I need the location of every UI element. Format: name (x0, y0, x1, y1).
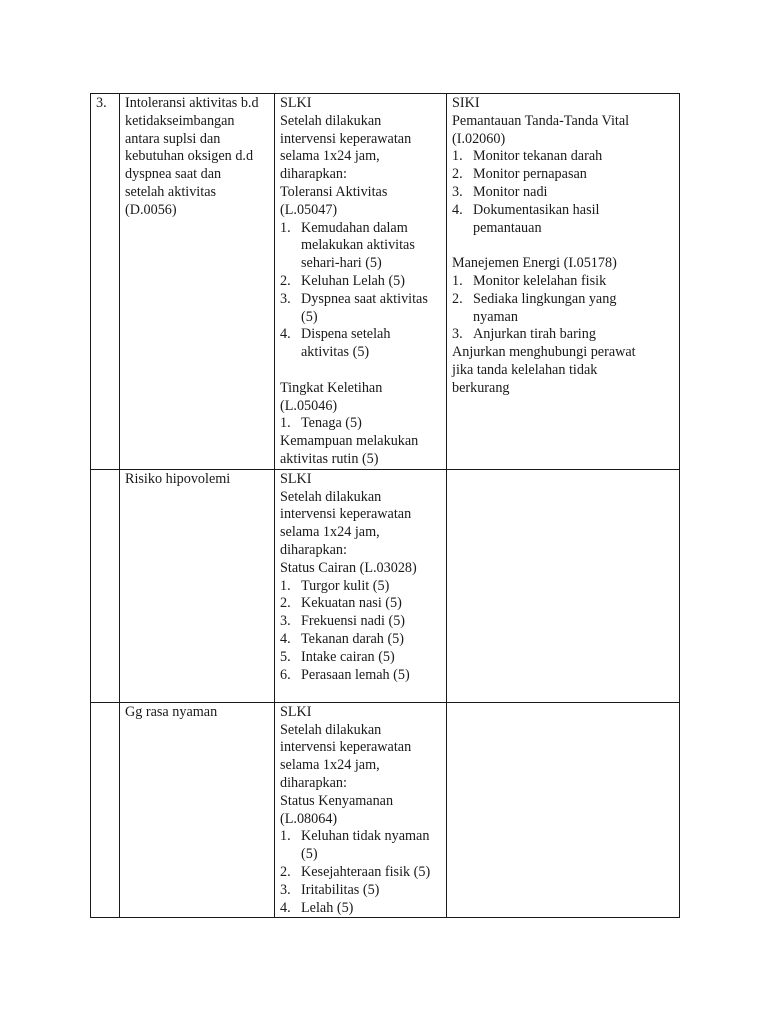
numbered-list (452, 273, 674, 344)
list-item-text (301, 864, 441, 882)
numbered-list (280, 415, 441, 433)
list-item-line: Tenaga (5) (301, 415, 362, 432)
siki-cell (447, 469, 680, 702)
slki-cell (275, 469, 447, 702)
extra-line: jika tanda kelelahan tidak (452, 361, 598, 378)
slki-intro-line: intervensi keperawatan (280, 739, 412, 756)
list-item-line: pemantauan (473, 219, 542, 236)
diagnosis-line: dyspnea saat dan (125, 166, 222, 183)
list-item (280, 649, 441, 667)
list-item-text (473, 166, 674, 184)
list-item-line: (5) (301, 846, 318, 863)
list-item-line: Anjurkan tirah baring (473, 326, 596, 343)
list-item-number: 3. (452, 183, 463, 200)
row-number-cell (91, 94, 120, 470)
list-item-line: sehari-hari (5) (301, 255, 382, 272)
diagnosis-cell (120, 94, 275, 470)
list-item (280, 667, 441, 685)
list-item-line: Keluhan tidak nyaman (301, 828, 430, 845)
slki-cell (275, 94, 447, 470)
numbered-list (280, 828, 441, 917)
list-item-line: Kekuatan nasi (5) (301, 595, 402, 612)
list-item-line: Monitor nadi (473, 183, 548, 200)
slki-intro-line: selama 1x24 jam, (280, 148, 380, 165)
list-item (452, 291, 674, 327)
diagnosis-line: (D.0056) (125, 201, 177, 218)
list-item (452, 273, 674, 291)
list-item-text (301, 220, 441, 273)
diagnosis-cell (120, 702, 275, 918)
list-item-text (301, 613, 441, 631)
paragraph-gap (452, 237, 674, 255)
list-item-line: Sediaka lingkungan yang (473, 290, 617, 307)
list-item-number: 3. (280, 290, 291, 307)
list-item (280, 631, 441, 649)
list-item (452, 184, 674, 202)
slki-heading: SLKI (280, 470, 312, 487)
siki-cell (447, 94, 680, 470)
siki-heading: SIKI (452, 95, 480, 111)
list-item-text (301, 326, 441, 362)
list-item-number: 3. (280, 881, 291, 898)
list-item (280, 828, 441, 864)
list-item (280, 415, 441, 433)
list-item-text (473, 326, 674, 344)
list-item-text (301, 273, 441, 291)
list-item-line: Monitor kelelahan fisik (473, 272, 607, 289)
table-row (91, 94, 680, 470)
row-number-cell (91, 469, 120, 702)
list-item-number: 1. (452, 272, 463, 289)
siki-cell (447, 702, 680, 918)
numbered-list (452, 148, 674, 237)
table-row (91, 469, 680, 702)
list-item-number: 2. (452, 166, 463, 183)
row-number: 3. (96, 95, 107, 111)
list-item (452, 202, 674, 238)
list-item-number: 1. (280, 219, 291, 236)
list-item-number: 1. (452, 148, 463, 165)
list-item-number: 4. (280, 326, 291, 343)
list-item-line: Monitor tekanan darah (473, 148, 603, 165)
list-item-text (473, 148, 674, 166)
slki-heading: SLKI (280, 703, 312, 720)
list-item-text (301, 578, 441, 596)
list-item-text (301, 900, 441, 918)
list-item-line: Turgor kulit (5) (301, 577, 390, 594)
outcome-title: (L.05046) (280, 397, 338, 414)
list-item (280, 864, 441, 882)
list-item-text (301, 667, 441, 685)
slki-intro-line: Setelah dilakukan (280, 721, 382, 738)
outcome-title: Pemantauan Tanda-Tanda Vital (452, 112, 630, 129)
nursing-care-plan-table (90, 93, 680, 918)
list-item-number: 6. (280, 666, 291, 683)
table-row (91, 702, 680, 918)
list-item (280, 882, 441, 900)
outcome-title: Status Cairan (L.03028) (280, 559, 417, 576)
extra-line: berkurang (452, 379, 510, 396)
list-item-number: 1. (280, 415, 291, 432)
diagnosis-line: setelah aktivitas (125, 183, 217, 200)
list-item-text (301, 415, 441, 433)
list-item-number: 2. (452, 290, 463, 307)
list-item (280, 595, 441, 613)
slki-intro-line: intervensi keperawatan (280, 130, 412, 147)
list-item-line: Lelah (5) (301, 899, 354, 916)
slki-intro-line: Setelah dilakukan (280, 112, 382, 129)
list-item-number: 4. (280, 630, 291, 647)
list-item (280, 900, 441, 918)
list-item-line: Iritabilitas (5) (301, 881, 380, 898)
list-item-text (301, 828, 441, 864)
slki-intro-line: Setelah dilakukan (280, 488, 382, 505)
list-item-text (473, 184, 674, 202)
list-item-line: Dispena setelah (301, 326, 391, 343)
outcome-title: Toleransi Aktivitas (280, 183, 388, 200)
list-item-line: Keluhan Lelah (5) (301, 272, 405, 289)
list-item (452, 148, 674, 166)
list-item-line: Kemudahan dalam (301, 219, 408, 236)
list-item-text (301, 595, 441, 613)
row-number-cell (91, 702, 120, 918)
list-item-line: Kesejahteraan fisik (5) (301, 863, 431, 880)
paragraph-gap (280, 362, 441, 380)
extra-line: Kemampuan melakukan (280, 433, 419, 450)
list-item-number: 3. (452, 326, 463, 343)
list-item-text (301, 649, 441, 667)
list-item-line: (5) (301, 308, 318, 325)
list-item-number: 5. (280, 648, 291, 665)
list-item (280, 326, 441, 362)
list-item-text (301, 882, 441, 900)
list-item-line: aktivitas (5) (301, 344, 370, 361)
list-item-text (473, 273, 674, 291)
list-item-line: Frekuensi nadi (5) (301, 613, 406, 630)
outcome-title: (L.08064) (280, 810, 338, 827)
outcome-title: (L.05047) (280, 201, 338, 218)
list-item (280, 578, 441, 596)
slki-intro-line: diharapkan: (280, 774, 347, 791)
outcome-title: Tingkat Keletihan (280, 379, 383, 396)
extra-line: Anjurkan menghubungi perawat (452, 344, 636, 361)
outcome-title: Manejemen Energi (I.05178) (452, 255, 617, 272)
list-item-line: nyaman (473, 308, 518, 325)
list-item-line: Perasaan lemah (5) (301, 666, 410, 683)
diagnosis-line: ketidakseimbangan (125, 112, 235, 129)
list-item (280, 291, 441, 327)
slki-cell (275, 702, 447, 918)
list-item-number: 2. (280, 272, 291, 289)
slki-intro-line: diharapkan: (280, 541, 347, 558)
list-item-line: Intake cairan (5) (301, 648, 395, 665)
table-body (91, 94, 680, 918)
list-item-number: 1. (280, 828, 291, 845)
list-item (280, 220, 441, 273)
list-item-line: Dokumentasikan hasil (473, 201, 600, 218)
list-item-text (301, 631, 441, 649)
diagnosis-line: antara suplsi dan (125, 130, 221, 147)
list-item-text (473, 202, 674, 238)
list-item-line: Dyspnea saat aktivitas (301, 290, 428, 307)
list-item-number: 2. (280, 863, 291, 880)
list-item-number: 1. (280, 577, 291, 594)
list-item (452, 326, 674, 344)
outcome-title: Status Kenyamanan (280, 792, 394, 809)
list-item-text (301, 291, 441, 327)
slki-intro-line: diharapkan: (280, 166, 347, 183)
numbered-list (280, 578, 441, 685)
list-item-line: melakukan aktivitas (301, 237, 415, 254)
extra-line: aktivitas rutin (5) (280, 450, 379, 467)
list-item (280, 273, 441, 291)
slki-intro-line: selama 1x24 jam, (280, 757, 380, 774)
list-item-number: 4. (452, 201, 463, 218)
diagnosis-line: Risiko hipovolemi (125, 470, 231, 487)
list-item-line: Monitor pernapasan (473, 166, 587, 183)
list-item-line: Tekanan darah (5) (301, 630, 404, 647)
list-item-number: 2. (280, 595, 291, 612)
slki-intro-line: selama 1x24 jam, (280, 524, 380, 541)
list-item-number: 4. (280, 899, 291, 916)
list-item-number: 3. (280, 613, 291, 630)
list-item-text (473, 291, 674, 327)
slki-intro-line: intervensi keperawatan (280, 506, 412, 523)
diagnosis-line: Intoleransi aktivitas b.d (125, 95, 259, 111)
diagnosis-cell (120, 469, 275, 702)
diagnosis-line: Gg rasa nyaman (125, 703, 218, 720)
outcome-title: (I.02060) (452, 130, 506, 147)
numbered-list (280, 220, 441, 362)
list-item (452, 166, 674, 184)
slki-heading: SLKI (280, 95, 312, 111)
diagnosis-line: kebutuhan oksigen d.d (125, 148, 254, 165)
list-item (280, 613, 441, 631)
